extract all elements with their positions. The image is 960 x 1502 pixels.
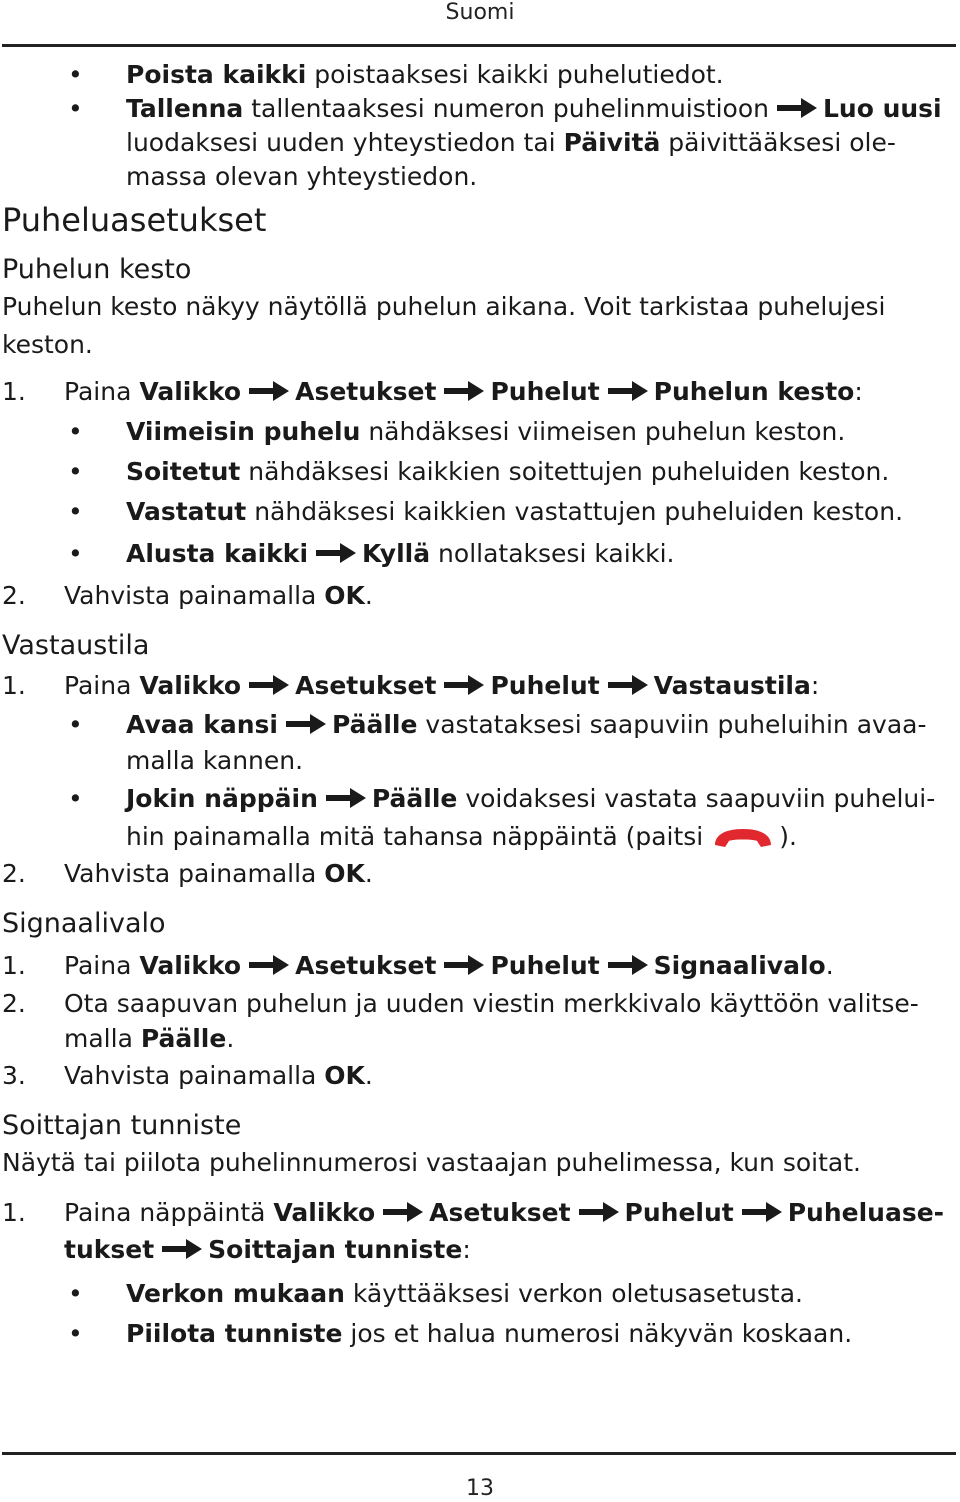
bullet-icon: • (68, 60, 83, 89)
right-arrow-icon (444, 954, 484, 976)
subsection-heading-call-duration: Puhelun kesto (2, 254, 192, 285)
right-arrow-icon (249, 380, 289, 402)
right-arrow-icon (742, 1201, 782, 1223)
right-arrow-icon (162, 1238, 202, 1260)
paragraph: Näytä tai piilota puhelinnumerosi vastaajan puhelimessa, kun soitat. (2, 1148, 861, 1177)
list-item: • Jokin näppäin Päälle voidaksesi vastata saapuviin puhelui- (2, 778, 956, 820)
list-item: • Tallenna tallentaaksesi numeron puhelinmuistioon Luo uusi (2, 92, 956, 126)
step-item: 2. Ota saapuvan puhelun ja uuden viestin merkkivalo käyttöön valitse- (2, 989, 919, 1018)
bullet-icon: • (68, 1319, 83, 1348)
right-arrow-icon (444, 674, 484, 696)
step-item: 2. Vahvista painamalla OK. (2, 859, 373, 888)
bullet-icon: • (68, 1279, 83, 1308)
footer-rule (2, 1452, 956, 1455)
section-title: Puheluasetukset (2, 201, 267, 239)
right-arrow-icon (608, 674, 648, 696)
list-item: • Alusta kaikki Kyllä nollataksesi kaikki. (2, 532, 956, 576)
bullet-icon: • (68, 539, 83, 568)
paragraph: Puhelun kesto näkyy näytöllä puhelun aikana. Voit tarkistaa puhelujesi (2, 292, 886, 321)
right-arrow-icon (579, 1201, 619, 1223)
right-arrow-icon (286, 713, 326, 735)
right-arrow-icon (249, 954, 289, 976)
bullet-icon: • (68, 94, 83, 123)
subsection-heading-signal-light: Signaalivalo (2, 908, 166, 939)
right-arrow-icon (608, 380, 648, 402)
right-arrow-icon (383, 1201, 423, 1223)
end-call-key-icon (711, 825, 775, 851)
step-item: 2. Vahvista painamalla OK. (2, 581, 373, 610)
right-arrow-icon (249, 674, 289, 696)
right-arrow-icon (326, 787, 366, 809)
paragraph: keston. (2, 330, 93, 359)
right-arrow-icon (608, 954, 648, 976)
step-item: 1. Paina Valikko Asetukset Puhelut Puhelun kesto: (2, 377, 863, 406)
bullet-icon: • (68, 457, 83, 486)
right-arrow-icon (444, 380, 484, 402)
step-item: 1. Paina Valikko Asetukset Puhelut Vastaustila: (2, 671, 820, 700)
language-label: Suomi (445, 0, 515, 25)
list-item: • Poista kaikki poistaaksesi kaikki puhelutiedot. (2, 58, 956, 92)
subsection-heading-answer-mode: Vastaustila (2, 630, 150, 661)
bullet-icon: • (68, 417, 83, 446)
bullet-icon: • (68, 710, 83, 739)
right-arrow-icon (316, 542, 356, 564)
list-item: • Viimeisin puhelu nähdäksesi viimeisen puhelun keston. (2, 412, 956, 452)
bullet-icon: • (68, 784, 83, 813)
header-rule (2, 44, 956, 47)
step-item: 3. Vahvista painamalla OK. (2, 1061, 373, 1090)
bullet-icon: • (68, 497, 83, 526)
subsection-heading-caller-id: Soittajan tunniste (2, 1110, 242, 1141)
right-arrow-icon (777, 97, 817, 119)
page-number: 13 (466, 1476, 494, 1501)
step-item: 1. Paina Valikko Asetukset Puhelut Signaalivalo. (2, 951, 834, 980)
list-item: • Verkon mukaan käyttääksesi verkon oletusasetusta. (2, 1274, 956, 1314)
list-item: • Vastatut nähdäksesi kaikkien vastattujen puheluiden keston. (2, 492, 956, 532)
list-item: • Soitetut nähdäksesi kaikkien soitettujen puheluiden keston. (2, 452, 956, 492)
list-item: • Avaa kansi Päälle vastataksesi saapuviin puheluihin avaa- (2, 706, 956, 744)
step-item: 1. Paina näppäintä Valikko Asetukset Puhelut Puheluase- (2, 1198, 945, 1227)
list-item: • Piilota tunniste jos et halua numerosi näkyvän koskaan. (2, 1314, 956, 1354)
page-content: • Poista kaikki poistaaksesi kaikki puhelutiedot. • Tallenna tallentaaksesi numeron puhelinmuistioon Luo uusi luodaksesi uuden yhteystiedon tai Päivitä päivittääksesi ole- massa olevan yhteystiedon. Puheluasetukset Puhelun kesto Puhelun kesto näkyy näytöllä puhelun aikana. Voit tarkistaa puhelujesi keston. 1. Paina Valikko Asetukset Puhelut Puhelun kesto: • Viimeisin puhelu nähdäksesi viimeisen puhelun keston. • Soitetut nähdäksesi kaikkien soitettujen puheluiden keston. • Vastatut nähdäksesi kaikkien vastattujen puheluiden keston. • Alusta kaikki Kyllä nollataksesi kaikki. 2. Vahvista painamalla OK. Vastaustila 1. Paina Valikko Asetukset Puhelut Vastaustila: • Avaa kansi Päälle vastataksesi saapuviin puheluihin avaa- malla kannen. • Jokin näppäin Päälle voidaksesi vastata saapuviin puhelui- hin painamalla mitä tahansa näppäintä (paitsi ). 2. Vahvista painamalla OK. Signaalivalo 1. Paina Valikko Asetukset Puhelut Signaalivalo. 2. Ota saapuvan puhelun ja uuden viestin merkkivalo käyttöön valitse- malla Päälle. 3. Vahvista painamalla OK. Soittajan tunniste Näytä tai piilota puhelinnumerosi vastaajan puhelimessa, kun soitat. 1. Paina näppäintä Valikko Asetukset Puhelut Puheluase- tukset Soittajan tunniste: • Verkon mukaan käyttääksesi verkon oletusasetusta. • Piilota tunniste jos et halua numerosi näkyvän koskaan. (2, 58, 956, 1354)
